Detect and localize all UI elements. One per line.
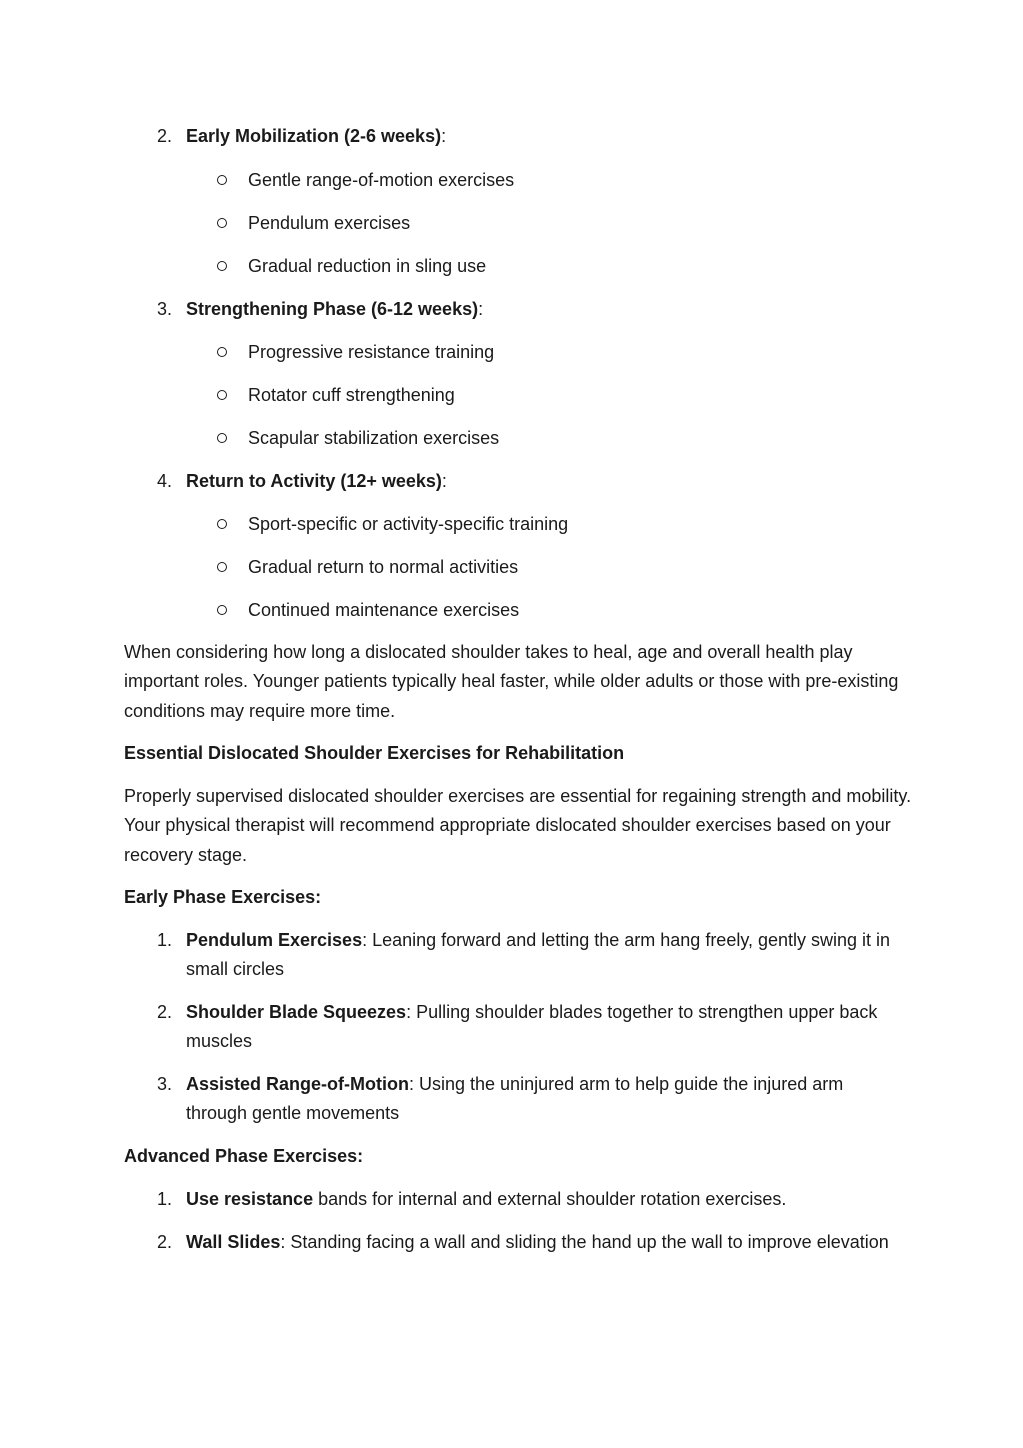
exercise-name: Use resistance <box>186 1189 314 1209</box>
bullet-icon <box>215 424 229 453</box>
phase-title: Strengthening Phase (6-12 weeks) <box>186 299 479 319</box>
exercise-item <box>186 998 906 1057</box>
bullet-icon <box>215 338 229 367</box>
phase-title-suffix: : <box>441 471 447 491</box>
bullet-icon <box>215 209 229 238</box>
list-item: Gradual reduction in sling use <box>248 256 487 276</box>
bullet-icon <box>215 510 229 539</box>
bullet-icon <box>215 166 229 195</box>
list-item: Scapular stabilization exercises <box>248 428 500 448</box>
advanced-phase-heading: Advanced Phase Exercises: <box>124 1146 364 1166</box>
bullet-icon <box>215 553 229 582</box>
exercise-description: bands for internal and external shoulder rotation exercises. <box>313 1189 787 1209</box>
exercise-name: Shoulder Blade Squeezes <box>186 1002 407 1022</box>
exercise-description: : Pulling shoulder blades together to strengthen upper back muscles <box>186 1002 878 1052</box>
list-item: Gradual return to normal activities <box>248 557 519 577</box>
paragraph-exercises: Properly supervised dislocated shoulder exercises are essential for regaining strength and mobility. Your physical therapist will recommend appropriate dislocated shoulder exercises based on your recovery stage. <box>124 786 912 865</box>
phase-title: Return to Activity (12+ weeks) <box>186 471 442 491</box>
exercise-name: Assisted Range-of-Motion <box>186 1074 409 1094</box>
exercise-item <box>186 1070 906 1129</box>
phase-title-suffix: : <box>478 299 484 319</box>
exercise-name: Wall Slides <box>186 1232 281 1252</box>
list-item: Continued maintenance exercises <box>248 600 520 620</box>
exercise-item <box>186 1185 906 1214</box>
phase-title-suffix: : <box>441 126 447 146</box>
exercise-description: : Leaning forward and letting the arm hang freely, gently swing it in small circles <box>186 930 891 980</box>
bullet-icon <box>215 381 229 410</box>
phase-number: 2. <box>156 126 172 146</box>
exercise-description: : Standing facing a wall and sliding the hand up the wall to improve elevation <box>280 1232 889 1252</box>
exercise-number: 2. <box>156 1232 172 1252</box>
phase-number: 4. <box>156 471 172 491</box>
early-phase-heading: Early Phase Exercises: <box>124 887 322 907</box>
list-item: Gentle range-of-motion exercises <box>248 170 515 190</box>
exercise-item <box>186 926 906 985</box>
phase-title-line <box>186 122 446 151</box>
exercise-item <box>186 1228 906 1257</box>
list-item: Rotator cuff strengthening <box>248 385 455 405</box>
exercise-description: : Using the uninjured arm to help guide the injured arm through gentle movements <box>186 1074 844 1124</box>
section-heading: Essential Dislocated Shoulder Exercises for Rehabilitation <box>124 743 625 763</box>
exercise-number: 2. <box>156 1002 172 1022</box>
bullet-icon <box>215 596 229 625</box>
exercise-number: 1. <box>156 930 172 950</box>
exercise-number: 1. <box>156 1189 172 1209</box>
phase-number: 3. <box>156 299 172 319</box>
bullet-icon <box>215 252 229 281</box>
list-item: Progressive resistance training <box>248 342 495 362</box>
paragraph-healing: When considering how long a dislocated shoulder takes to heal, age and overall health play important roles. Younger patients typically heal faster, while older adults or those with pre-existing conditions may require more time. <box>124 642 899 721</box>
list-item: Sport-specific or activity-specific training <box>248 514 569 534</box>
phase-title-line <box>186 467 447 496</box>
exercise-number: 3. <box>156 1074 172 1094</box>
list-item: Pendulum exercises <box>248 213 411 233</box>
exercise-name: Pendulum Exercises <box>186 930 363 950</box>
phase-title: Early Mobilization (2-6 weeks) <box>186 126 442 146</box>
phase-title-line <box>186 295 483 324</box>
